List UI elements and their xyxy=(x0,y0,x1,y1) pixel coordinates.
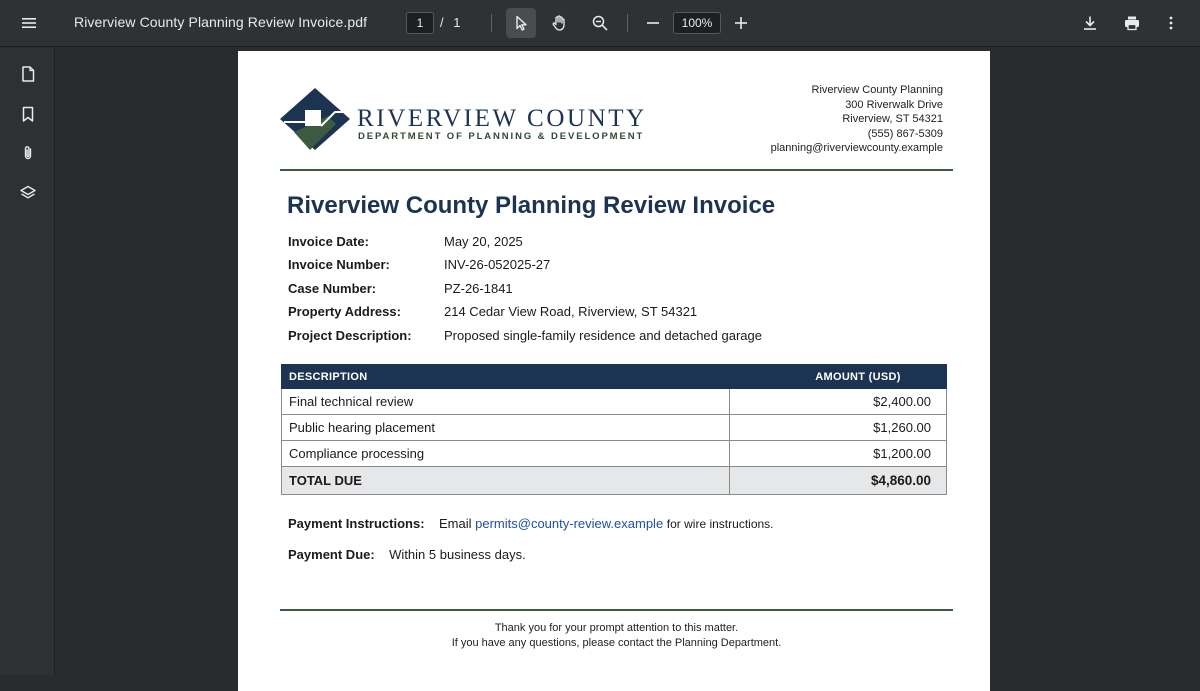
row-description: Final technical review xyxy=(282,389,730,415)
payment-email-link[interactable]: permits@county-review.example xyxy=(475,516,664,531)
row-amount: $1,260.00 xyxy=(730,415,947,441)
sidebar xyxy=(0,48,55,675)
zoom-out-magnifier-icon[interactable] xyxy=(585,8,615,38)
attachment-icon[interactable] xyxy=(14,139,42,167)
print-icon[interactable] xyxy=(1117,8,1147,38)
address-phone: (555) 867-5309 xyxy=(867,127,943,140)
select-cursor-icon[interactable] xyxy=(506,8,536,38)
zoom-out-minus-icon[interactable] xyxy=(638,8,668,38)
meta-label: Project Description: xyxy=(288,327,412,343)
footer-divider xyxy=(280,609,953,611)
more-vert-icon[interactable] xyxy=(1156,8,1186,38)
total-row xyxy=(282,467,947,495)
payment-due-value: Within 5 business days. xyxy=(389,547,526,562)
county-logo-icon xyxy=(280,88,350,150)
payment-due xyxy=(288,547,526,562)
layers-icon[interactable] xyxy=(14,179,42,207)
zoom-level-field[interactable]: 100% xyxy=(673,12,721,34)
page-thumbnail-icon[interactable] xyxy=(14,60,42,88)
page-total: / 1 xyxy=(440,15,464,30)
pdf-page xyxy=(238,51,990,691)
footer-line: If you have any questions, please contact the Planning Department. xyxy=(451,636,782,649)
fee-table xyxy=(281,364,947,495)
address-city: Riverview, ST 54321 xyxy=(842,113,943,126)
address-org: Riverview County Planning xyxy=(811,84,943,96)
meta-label: Case Number: xyxy=(288,280,377,296)
invoice-title: Riverview County Planning Review Invoice xyxy=(287,192,776,219)
payment-instructions-label: Payment Instructions: xyxy=(288,516,425,531)
page-number-input[interactable]: 1 xyxy=(406,12,434,34)
hand-pan-icon[interactable] xyxy=(544,8,574,38)
hamburger-menu-icon[interactable] xyxy=(14,8,44,38)
meta-label: Property Address: xyxy=(288,304,401,320)
table-header-row xyxy=(282,365,947,389)
row-description: Compliance processing xyxy=(282,441,730,467)
column-header-description: DESCRIPTION xyxy=(282,365,730,389)
toolbar-divider xyxy=(627,14,628,32)
payment-instructions-suffix: for wire instructions. xyxy=(666,517,774,531)
meta-value: PZ-26-1841 xyxy=(444,280,513,296)
brand-subtitle: DEPARTMENT OF PLANNING & DEVELOPMENT xyxy=(358,131,645,142)
payment-instructions xyxy=(288,516,774,531)
meta-value: INV-26-052025-27 xyxy=(444,257,551,273)
brand-name: RIVERVIEW COUNTY xyxy=(357,105,647,132)
meta-value: 214 Cedar View Road, Riverview, ST 54321 xyxy=(444,304,698,320)
pdf-toolbar xyxy=(0,0,1200,47)
column-header-amount: AMOUNT (USD) xyxy=(730,365,947,389)
meta-label: Invoice Number: xyxy=(288,257,390,273)
payment-due-label: Payment Due: xyxy=(288,547,375,562)
meta-value: Proposed single-family residence and detached garage xyxy=(444,327,762,343)
header-divider xyxy=(280,169,953,171)
total-amount: $4,860.00 xyxy=(730,467,947,495)
address-email: planning@riverviewcounty.example xyxy=(770,142,943,155)
toolbar-divider xyxy=(491,14,492,32)
row-description: Public hearing placement xyxy=(282,415,730,441)
meta-label: Invoice Date: xyxy=(288,234,369,249)
sender-address xyxy=(771,83,943,156)
table-row xyxy=(282,415,947,441)
table-row xyxy=(282,389,947,415)
row-amount: $2,400.00 xyxy=(730,389,947,415)
page-footer xyxy=(280,621,953,650)
zoom-in-plus-icon[interactable] xyxy=(726,8,756,38)
payment-instructions-prefix: Email xyxy=(438,516,472,531)
footer-line: Thank you for your prompt attention to this matter. xyxy=(494,622,739,634)
address-street: 300 Riverwalk Drive xyxy=(845,98,943,111)
download-icon[interactable] xyxy=(1075,8,1105,38)
bookmark-icon[interactable] xyxy=(14,100,42,128)
row-amount: $1,200.00 xyxy=(730,441,947,467)
total-label: TOTAL DUE xyxy=(282,467,730,495)
meta-value: May 20, 2025 xyxy=(444,234,523,249)
table-row xyxy=(282,441,947,467)
document-title: Riverview County Planning Review Invoice.pdf xyxy=(74,14,368,30)
